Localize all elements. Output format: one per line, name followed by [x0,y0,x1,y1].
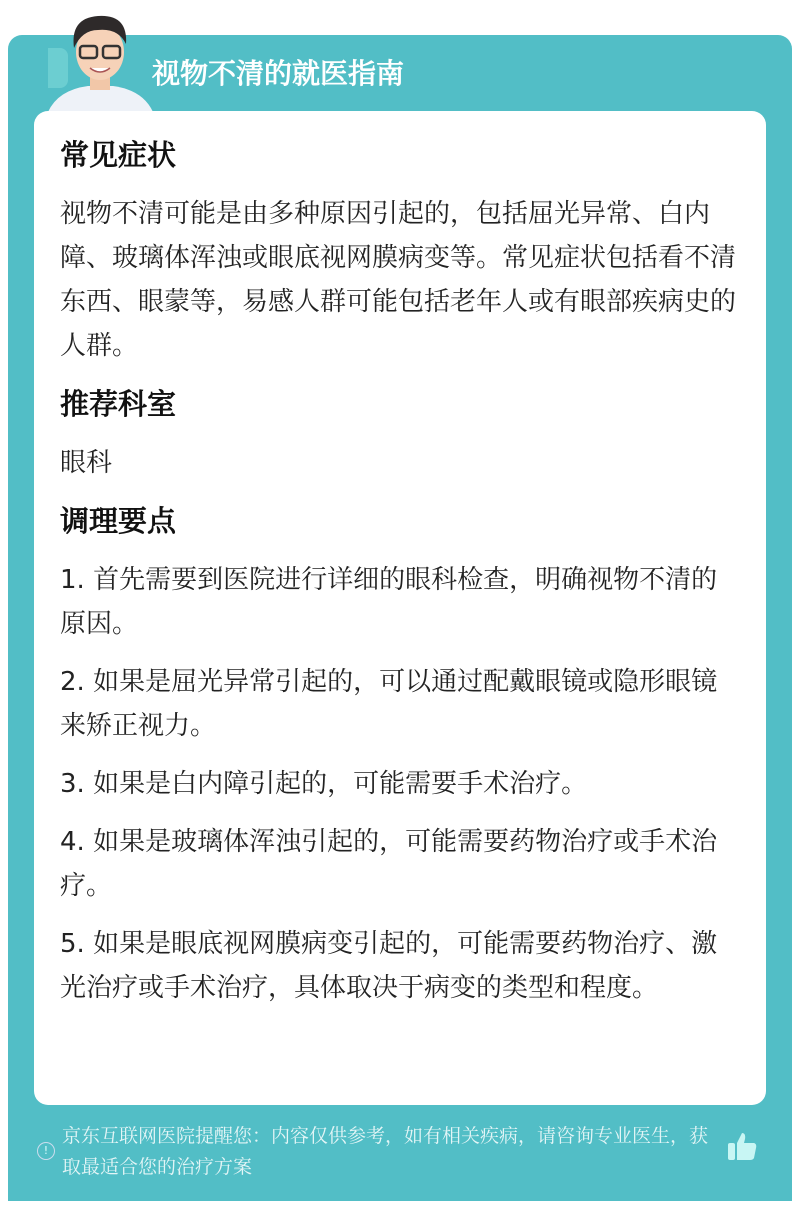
section-symptoms [60,133,740,368]
tip-item: 4. 如果是玻璃体浑浊引起的，可能需要药物治疗或手术治疗。 [60,827,718,901]
section-text: 眼科 [60,448,113,478]
disclaimer-text: 京东互联网医院提醒您：内容仅供参考，如有相关疾病，请咨询专业医生，获取最适合您的治疗方案 [62,1125,709,1178]
section-heading: 调理要点 [60,504,177,538]
doctor-avatar-icon [48,8,153,112]
section-heading: 推荐科室 [60,387,177,421]
section-text: 视物不清可能是由多种原因引起的，包括屈光异常、白内障、玻璃体浑浊或眼底视网膜病变等。常见症状包括看不清东西、眼蒙等，易感人群可能包括老年人或有眼部疾病史的人群。 [60,199,737,361]
tip-item: 1. 首先需要到医院进行详细的眼科检查，明确视物不清的原因。 [60,565,718,639]
content-card [34,111,766,1105]
page-title: 视物不清的就医指南 [152,57,405,90]
section-care-tips [60,499,740,1010]
info-icon: ! [37,1142,55,1160]
tip-item: 3. 如果是白内障引起的，可能需要手术治疗。 [60,769,588,799]
section-heading: 常见症状 [60,138,177,172]
tip-item: 2. 如果是屈光异常引起的，可以通过配戴眼镜或隐形眼镜来矫正视力。 [60,667,718,741]
thumbs-up-icon[interactable] [726,1130,758,1162]
tip-item: 5. 如果是眼底视网膜病变引起的，可能需要药物治疗、激光治疗或手术治疗，具体取决于病变的类型和程度。 [60,929,718,1003]
section-department [60,382,740,485]
